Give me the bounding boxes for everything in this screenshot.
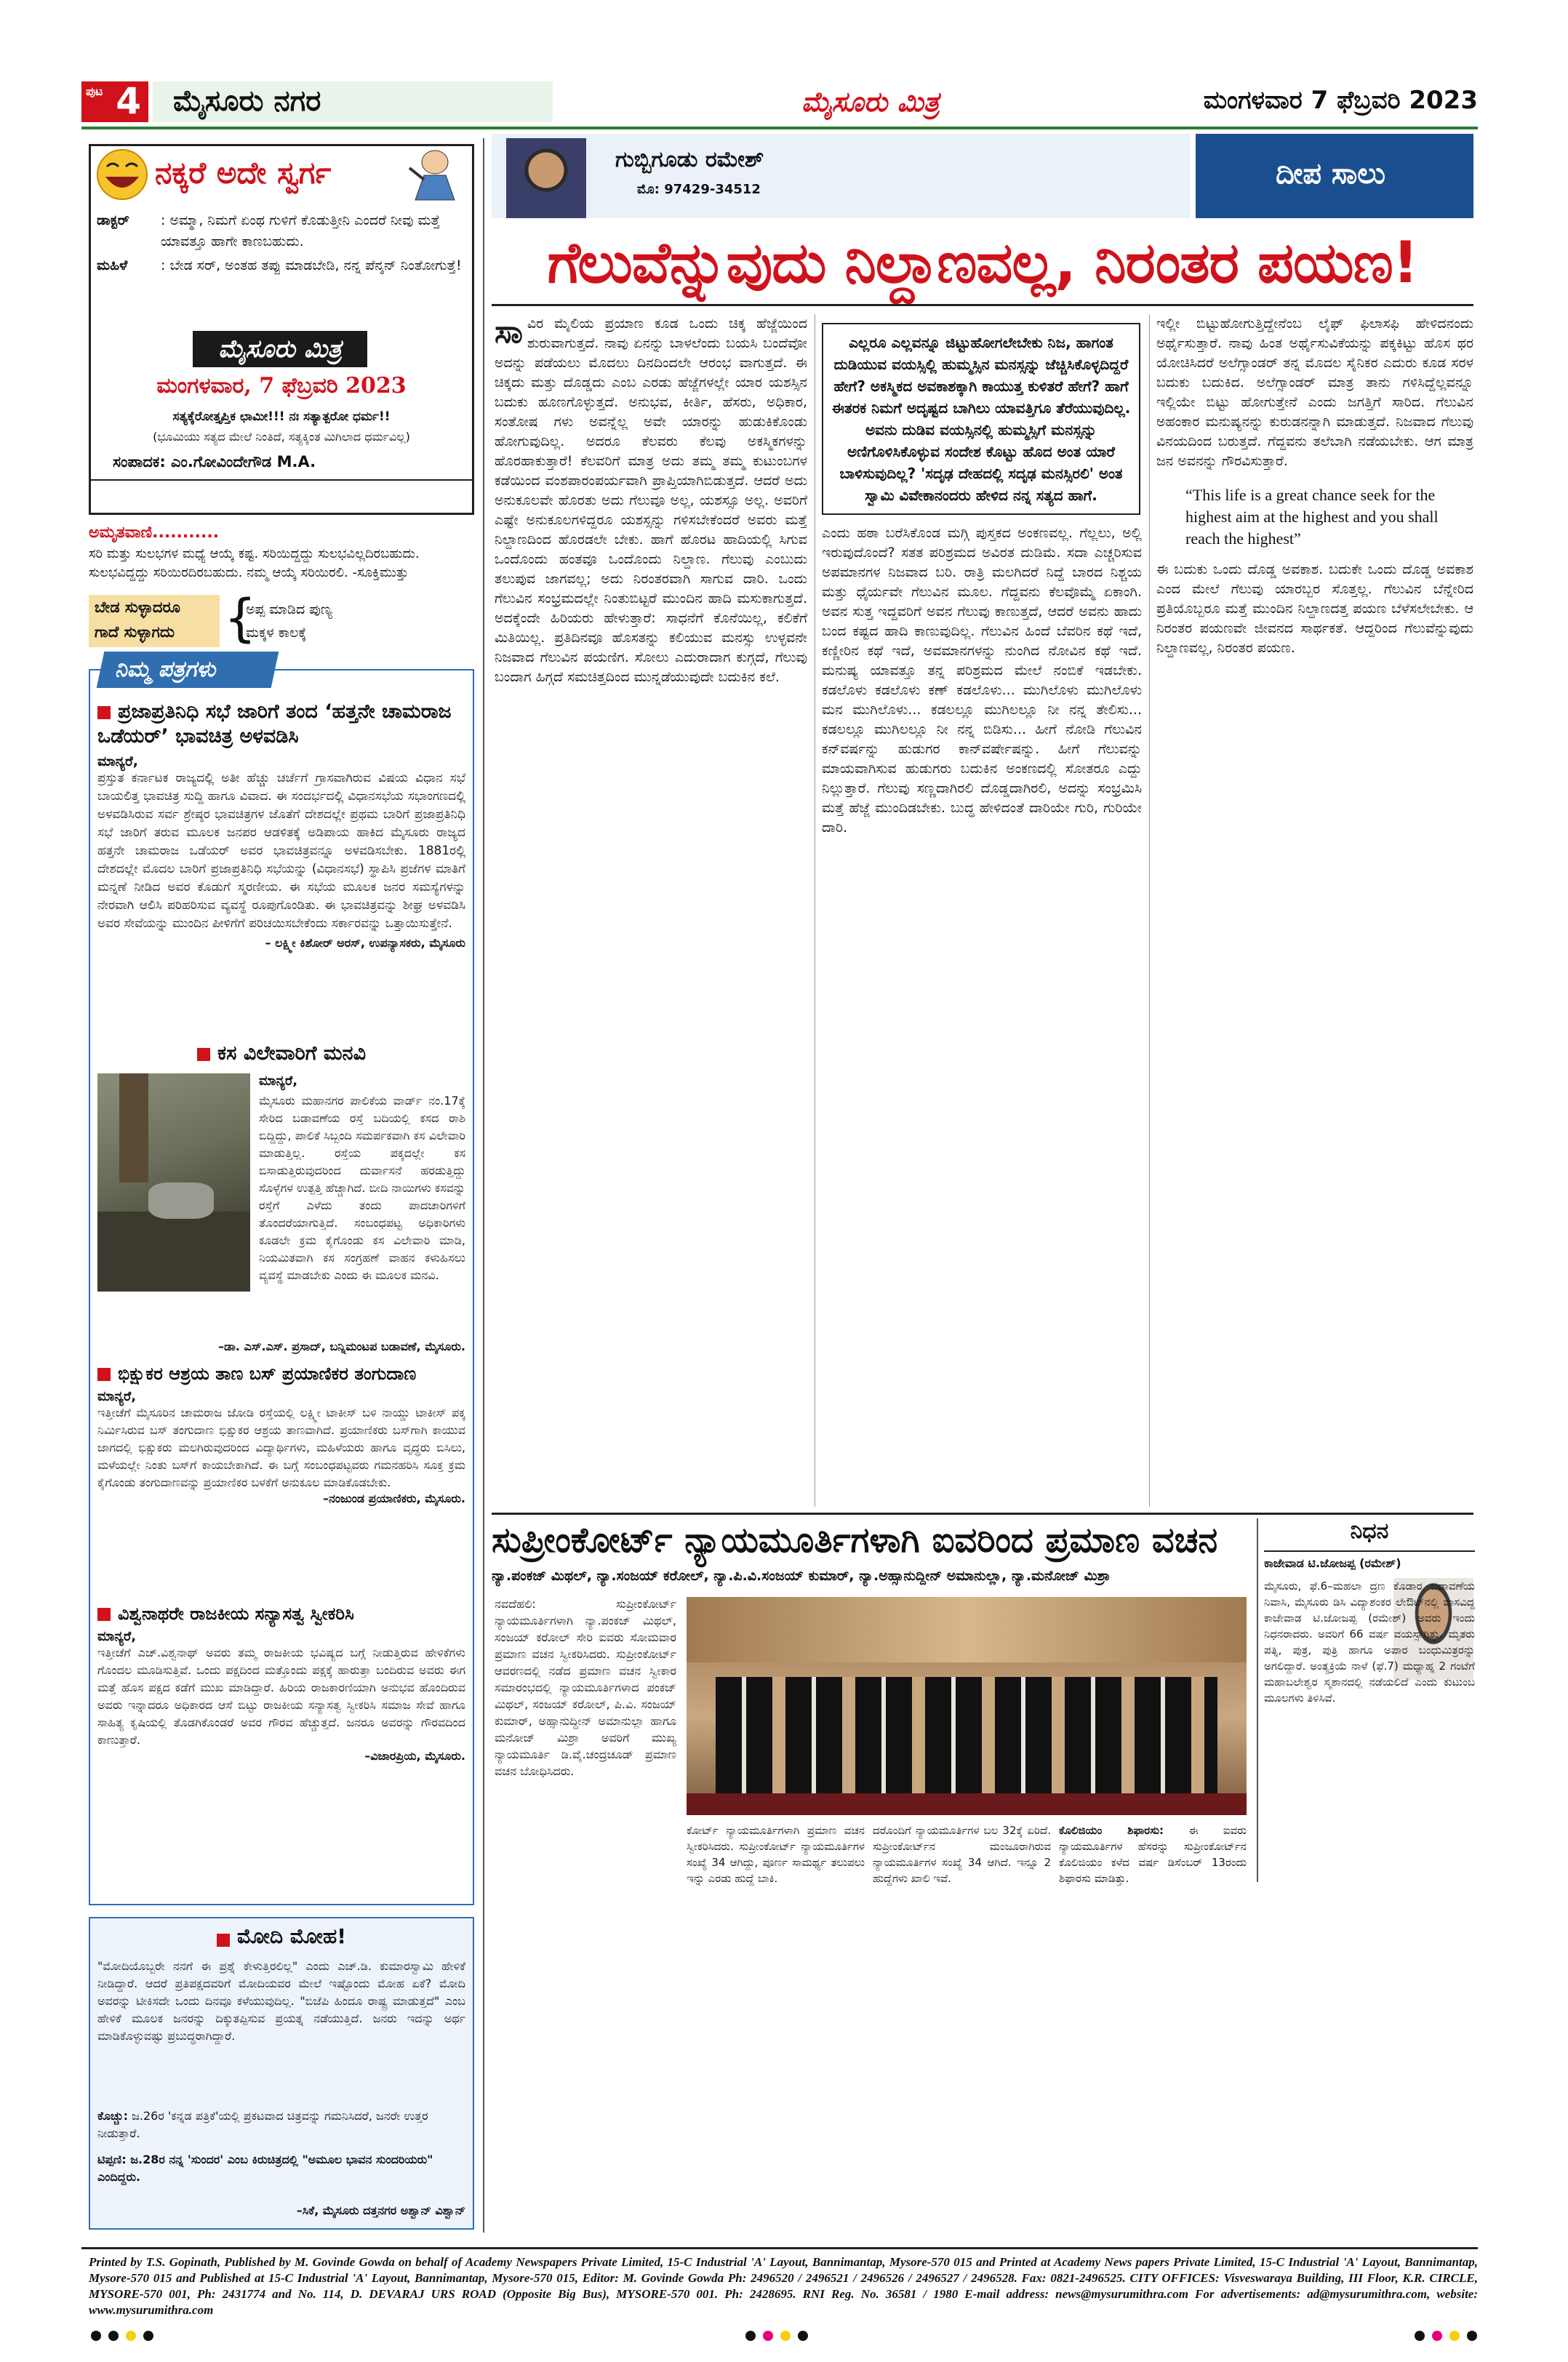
letter-1-signature: – ಲಕ್ಷ್ಮೀ ಕಿಶೋರ್ ಅರಸ್, ಉಪನ್ಯಾಸಕರು, ಮೈಸೂರು	[265, 936, 465, 950]
amruthavani-title: ಅಮೃತವಾಣಿ...........	[89, 524, 220, 542]
garbage-photo	[97, 1073, 250, 1292]
letter-2-title-text: ಕಸ ವಿಲೇವಾರಿಗೆ ಮನವಿ	[217, 1042, 366, 1065]
column-col-3-body-b: ಈ ಬದುಕು ಒಂದು ದೊಡ್ಡ ಅವಕಾಶ. ಬದುಕೇ ಒಂದು ದೊಡ್ಡ ಅವಕಾಶ ಎಂದ ಮೇಲೆ ಗೆಲುವು ಯಾರಬ್ಬರ ಸೊತ್ತಲ್ಲ. ಗೆಲುವಿನ ಬೆನ್ನೇರಿದ ಪ್ರತಿಯೊಬ್ಬರೂ ಮತ್ತೆ ಮುಂದಿನ ನಿಲ್ದಾಣದತ್ತ ಪಯಣ ಬೆಳೆಸಲೇಬೇಕು. ಆ ನಿರಂತರ ಪಯಣವೇ ಜೀವನದ ಸಾರ್ಥಕತೆ. ಆದ್ದರಿಂದ ಗೆಲುವೆನ್ನುವುದು ನಿಲ್ದಾಣವಲ್ಲ, ನಿರಂತರ ಪಯಣ.	[1156, 561, 1473, 656]
column-col-1	[495, 314, 807, 1507]
modi-title-text: ಮೋದಿ ಮೋಹ!	[236, 1924, 347, 1948]
doctor-line: : ಅಮ್ಮಾ, ನಿಮಗೆ ಏಂಥ ಗುಳಿಗೆ ಕೊಡುತ್ತೀನಿ ಎಂದರೆ ನೀವು ಮತ್ತೆ ಯಾವತ್ತೂ ಹಾಗೇ ಕಾಣಬಹುದು.	[161, 212, 441, 249]
letter-2-salutation: ಮಾನ್ಯರೆ,	[259, 1073, 298, 1089]
laughing-face-icon	[95, 148, 149, 201]
letter-4-title-text: ವಿಶ್ವನಾಥರೇ ರಾಜಕೀಯ ಸನ್ಯಾಸತ್ವ ಸ್ವೀಕರಿಸಿ	[118, 1604, 354, 1624]
page-date: ಮಂಗಳವಾರ 7 ಫೆಬ್ರವರಿ 2023	[1203, 86, 1478, 115]
pull-quote-box	[822, 323, 1140, 515]
col-divider-2	[1149, 314, 1150, 1507]
sc-caption-c-label: ಕೊಲಿಜಿಯಂ ಶಿಫಾರಸು:	[1059, 1824, 1164, 1837]
info-date: ಮಂಗಳವಾರ, 7 ಫೆಬ್ರವರಿ 2023	[156, 373, 407, 399]
woman-label: ಮಹಿಳೆ	[97, 257, 128, 273]
letter-2-title	[97, 1041, 465, 1066]
info-masthead	[193, 331, 367, 367]
letter-3-signature: –ನಂಜುಂಡ ಪ್ರಯಾಣಿಕರು, ಮೈಸೂರು.	[322, 1492, 465, 1505]
proverb-right-2: ಮಕ್ಕಳ ಕಾಲಕ್ಕೆ	[246, 625, 307, 641]
woman-line: : ಬೇಡ ಸರ್, ಅಂತಹ ತಪ್ಪು ಮಾಡಬೇಡಿ, ನನ್ನ ಪೆನ್ಶನ್ ನಿಂತೋಗುತ್ತೆ!	[161, 257, 462, 273]
sc-left-text: ನವದೆಹಲಿ: ಸುಪ್ರೀಂಕೋರ್ಟ್ ನ್ಯಾಯಮೂರ್ತಿಗಳಾಗಿ ನ್ಯಾ.ಪಂಕಜ್ ಮಿಥಲ್, ಸಂಜಯ್ ಕರೋಲ್ ಸೇರಿ ಐವರು ಸೋಮವಾರ ಪ್ರಮಾಣ ವಚನ ಸ್ವೀಕರಿಸಿದರು. ಸುಪ್ರೀಂಕೋರ್ಟ್ ಆವರಣದಲ್ಲಿ ನಡೆದ ಪ್ರಮಾಣ ವಚನ ಸ್ವೀಕಾರ ಸಮಾರಂಭದಲ್ಲಿ ನ್ಯಾಯಮೂರ್ತಿಗಳಾದ ಪಂಕಜ್ ಮಿಥಲ್, ಸಂಜಯ್ ಕರೋಲ್, ಪಿ.ವಿ. ಸಂಜಯ್ ಕುಮಾರ್, ಅಹ್ಸಾನುದ್ದೀನ್ ಅಮಾನುಲ್ಲಾ ಹಾಗೂ ಮನೋಜ್ ಮಿಶ್ರಾ ಅವರಿಗೆ ಮುಖ್ಯ ನ್ಯಾಯಮೂರ್ತಿ ಡಿ.ವೈ.ಚಂದ್ರಚೂಡ್ ಪ್ರಮಾಣ ವಚನ ಬೋಧಿಸಿದರು.	[495, 1597, 676, 1778]
column-col-1-body: ವಿರ ಮೈಲಿಯ ಪ್ರಯಾಣ ಕೂಡ ಒಂದು ಚಿಕ್ಕ ಹೆಜ್ಜೆಯಿಂದ ಶುರುವಾಗುತ್ತದೆ. ನಾವು ಏನನ್ನು ಬಾಳಲೆಂದು ಬಯಸಿ ಬಂದೆವೋ ಅದನ್ನು ಪಡೆಯಲು ಮೊದಲು ದಿನದಿಂದಲೇ ಆರಂಭ ವಾಗುತ್ತದೆ. ಈ ಚಿಕ್ಕದು ಮತ್ತು ದೊಡ್ಡದು ಎಂಬ ಎರಡು ಹೆಜ್ಜೆಗಳಲ್ಲೇ ಯಾರ ಯಶಸ್ಸಿನ ಬದುಕು ಹೂಣಗೊಳ್ಳುತ್ತದೆ. ಅನುಭವ, ಕೀರ್ತಿ, ಹೆಸರು, ಅಧಿಕಾರ, ಸಂತೋಷ ಗಳು ಅವನ್ನೆಲ್ಲ ಅವೇ ಯಾರನ್ನು ಹುಡುಕಿಕೊಂಡು ಹೋಗುವುದಿಲ್ಲ. ಅದರೂ ಕೆಲವರು ಕೆಲವು ಅಕಸ್ಮಿಕಗಳನ್ನು ಹೊರಹಾಕುತ್ತಾರೆ! ಕೆಲವರಿಗೆ ಮಾತ್ರ ಅದು ತಮ್ಮ ತಮ್ಮ ಕುಟುಂಬಗಳ ಕಡೆಯಿಂದ ವಂಶಪಾರಂಪರ್ಯವಾಗಿ ಪ್ರಾಪ್ತಿಯಾಗಿಬಿಡುತ್ತದೆ. ಆದರೆ ಅದು ಅನುಕೂಲವೇ ಹೊರತು ಅದು ಗೆಲುವೂ ಅಲ್ಲ, ಯಶಸ್ಸೂ ಅಲ್ಲ. ಅವರಿಗೆ ಎಷ್ಟೇ ಅನುಕೂಲಗಳಿದ್ದರೂ ಯಶಸ್ಸನ್ನು ಗಳಿಸಬೇಕೆಂದರೆ ಅವರು ಮತ್ತೆ ನಿಲ್ದಾಣದಿಂದ ಹೊರಡಲೇ ಬೇಕು. ಹಾಗೆ ಹೊರಟ ಹಾದಿಯಲ್ಲಿ ಸಿಗುವ ಒಂದೊಂದು ಹಂತವೂ ಒಂದೊಂದು ನಿಲ್ದಾಣ. ಗೆಲುವು ಎಂಬುದು ತಲುಪುವ ಜಾಗವಲ್ಲ; ಅದು ನಿರಂತರವಾಗಿ ಸಾಗುವ ದಾರಿ. ಒಂದು ಗೆಲುವಿನ ಸಂಭ್ರಮದಲ್ಲೇ ನಿಂತುಬಿಟ್ಟರೆ ಮುಂದಿನ ಹಾದಿ ಮಸುಕಾಗುತ್ತದೆ. ಅದಕ್ಕೆಂದೇ ಹಿರಿಯರು ಹೇಳುತ್ತಾರೆ: ಸಾಧನೆಗೆ ಕೊನೆಯಿಲ್ಲ, ಕಲಿಕೆಗೆ ಮಿತಿಯಿಲ್ಲ. ಪ್ರತಿದಿನವೂ ಹೊಸತನ್ನು ಕಲಿಯುವ ಮನಸ್ಸು ಉಳ್ಳವನೇ ನಿಜವಾದ ಗೆಲುವಿನ ಪಯಣಿಗ. ಸೋಲು ಎದುರಾದಾಗ ಕುಗ್ಗದೆ, ಗೆಲುವು ಬಂದಾಗ ಹಿಗ್ಗದೆ ಸಮಚಿತ್ತದಿಂದ ಮುನ್ನಡೆಯುವುದೇ ಬದುಕಿನ ಕಲೆ.	[495, 316, 807, 685]
sc-headline: ಸುಪ್ರೀಂಕೋರ್ಟ್ ನ್ಯಾಯಮೂರ್ತಿಗಳಾಗಿ ಐವರಿಂದ ಪ್ರಮಾಣ ವಚನ	[492, 1520, 1218, 1561]
reg-dot-icon	[798, 2331, 808, 2341]
doctor-label: ಡಾಕ್ಟರ್	[97, 212, 129, 228]
reg-dot-icon	[126, 2331, 136, 2341]
brace-icon: {	[224, 588, 257, 648]
letter-1-body: ಪ್ರಸ್ತುತ ಕರ್ನಾಟಕ ರಾಜ್ಯದಲ್ಲಿ ಅತೀ ಹೆಚ್ಚು ಚರ್ಚೆಗೆ ಗ್ರಾಸವಾಗಿರುವ ವಿಷಯ ವಿಧಾನ ಸಭೆ ಬಾಯಲಿತ್ತ ಭಾವಚಿತ್ರ ಸುದ್ದಿ ಹಾಗೂ ವಿವಾದ. ಈ ಸಂದರ್ಭದಲ್ಲಿ ವಿಧಾನಸಭೆಯ ಸಭಾಂಗಣದಲ್ಲಿ ಅಳವಡಿಸಿರುವ ಸರ್ವ ಶ್ರೇಷ್ಠರ ಭಾವಚಿತ್ರಗಳ ಜೊತೆಗೆ ದೇಶದಲ್ಲೇ ಪ್ರಥಮ ಬಾರಿಗೆ ಪ್ರಜಾಪ್ರತಿನಿಧಿ ಸಭೆ ಜಾರಿಗೆ ತರುವ ಮೂಲಕ ಜನಪರ ಆಡಳಿತಕ್ಕೆ ಅಡಿಪಾಯ ಹಾಕಿದ ಮೈಸೂರು ರಾಜ್ಯದ ಹತ್ತನೇ ಚಾಮರಾಜ ಒಡೆಯರ್ ಅವರ ಭಾವಚಿತ್ರವನ್ನೂ ಅಳವಡಿಸಬೇಕು. 1881ರಲ್ಲಿ ದೇಶದಲ್ಲೇ ಮೊದಲ ಬಾರಿಗೆ ಪ್ರಜಾಪ್ರತಿನಿಧಿ ಸಭೆಯನ್ನು (ವಿಧಾನಸಭೆ) ಸ್ಥಾಪಿಸಿ ಪ್ರಜೆಗಳ ಮಾತಿಗೆ ಮನ್ನಣೆ ನೀಡಿದ ಅವರ ಕೊಡುಗೆ ಸ್ಮರಣೀಯ. ಈ ಸಭೆಯ ಮೂಲಕ ಜನರ ಸಮಸ್ಯೆಗಳನ್ನು ನೇರವಾಗಿ ಆಲಿಸಿ ಪರಿಹರಿಸುವ ವ್ಯವಸ್ಥೆ ರೂಪುಗೊಂಡಿತು. ಈ ಭಾವಚಿತ್ರವನ್ನು ಶೀಘ್ರ ಅಳವಡಿಸಿ ಅವರ ಸೇವೆಯನ್ನು ಮುಂದಿನ ಪೀಳಿಗೆಗೆ ಪರಿಚಯಿಸಬೇಕೆಂದು ಸರ್ಕಾರವನ್ನು ಒತ್ತಾಯಿಸುತ್ತೇನೆ.	[97, 771, 465, 931]
bullet-square-icon	[97, 1608, 111, 1621]
humor-title-bar	[91, 146, 472, 204]
letter-1-salutation: ಮಾನ್ಯರೆ,	[97, 753, 138, 769]
letter-4-title	[97, 1601, 465, 1626]
reg-dot-icon	[1467, 2331, 1477, 2341]
english-quote: “This life is a great chance seek for the highest aim at the highest and you shall reach the highest”	[1185, 486, 1439, 548]
modi-note-text: ಜ.28ರ ನನ್ನ 'ಸುಂದರ' ಎಂಬ ಕಿರುಚಿತ್ರದಲ್ಲಿ "ಅಮೂಲ ಭಾವನ ಸುಂದರಿಯರು" ಎಂದಿದ್ದರು.	[97, 2153, 433, 2184]
reg-dot-icon	[745, 2331, 756, 2341]
proverb-text	[246, 598, 332, 644]
author-photo	[506, 138, 586, 218]
column-col-1-text	[495, 314, 807, 687]
page-label: ಪುಟ	[86, 84, 103, 98]
proverb-left-1: ಬೇಡ ಸುಳ್ಳಾದರೂ	[95, 598, 180, 616]
column-col-3-body: ಇಲ್ಲೀ ಬಿಟ್ಟುಹೋಗುತ್ತಿದ್ದೇನೆಂಬ ಲೈಫ್ ಫಿಲಾಸಫಿ ಹೇಳಿದನಂದು ಅರ್ಥೈಸುತ್ತಾರೆ. ನಾವು ಹಿಂತ ಅರ್ಥೈಸುವಿಕೆಯನ್ನು ಪಕ್ಕಕಿಟ್ಟು ಹೊಸ ಥರ ಯೋಚಿಸಿದರೆ ಅಲೆಗ್ಸಾಂಡರ್ ತನ್ನ ಮೊದಲ ಸೈನಿಕರ ಎದುರು ಕೂಡ ಸರಳ ಬದುಕು ಬದುಕಿದ. ಅಲೆಗ್ಸಾಂಡರ್ ಮಾತ್ರ ತಾನು ಗಳಿಸಿದ್ದೆಲ್ಲವನ್ನೂ ಇಲ್ಲಿಯೇ ಬಿಟ್ಟು ಹೋಗುತ್ತೇನೆ ಎಂದು ಜಗತ್ತಿಗೆ ಸಾರಿದ. ಗೆಲುವಿನ ಅಹಂಕಾರ ಮನುಷ್ಯನನ್ನು ಕುರುಡನನ್ನಾಗಿ ಮಾಡುತ್ತದೆ. ನಿಜವಾದ ಗೆಲುವು ವಿನಯದಿಂದ ಬರುತ್ತದೆ. ಗೆದ್ದವನು ತಲೆಬಾಗಿ ನಡೆಯಬೇಕು. ಆಗ ಮಾತ್ರ ಜನ ಅವನನ್ನು ಗೌರವಿಸುತ್ತಾರೆ.	[1156, 316, 1473, 469]
column-col-3	[1156, 314, 1473, 1507]
footer-top-rule	[81, 2247, 1478, 2249]
page-header	[81, 81, 1478, 125]
letter-4-body: ಇತ್ತೀಚೆಗೆ ಎಚ್.ವಿಶ್ವನಾಥ್ ಅವರು ತಮ್ಮ ರಾಜಕೀಯ ಭವಿಷ್ಯದ ಬಗ್ಗೆ ನೀಡುತ್ತಿರುವ ಹೇಳಿಕೆಗಳು ಗೊಂದಲ ಮೂಡಿಸುತ್ತಿವೆ. ಒಂದು ಪಕ್ಷದಿಂದ ಮತ್ತೊಂದು ಪಕ್ಷಕ್ಕೆ ಹಾರುತ್ತಾ ಬಂದಿರುವ ಅವರು ಈಗ ಮತ್ತೆ ಹೊಸ ಪಕ್ಷದ ಕಡೆಗೆ ಮುಖ ಮಾಡಿದ್ದಾರೆ. ಹಿರಿಯ ರಾಜಕಾರಣಿಯಾಗಿ ಅನುಭವ ಹೊಂದಿರುವ ಅವರು ಇನ್ನಾದರೂ ಅಧಿಕಾರದ ಆಸೆ ಬಿಟ್ಟು ರಾಜಕೀಯ ಸನ್ಯಾಸತ್ವ ಸ್ವೀಕರಿಸಿ ಸಮಾಜ ಸೇವೆ ಹಾಗೂ ಸಾಹಿತ್ಯ ಕೃಷಿಯಲ್ಲಿ ತೊಡಗಿಕೊಂಡರೆ ಅವರ ಗೌರವ ಹೆಚ್ಚುತ್ತದೆ. ಜನರೂ ಅವರನ್ನು ಗೌರವದಿಂದ ಕಾಣುತ್ತಾರೆ.	[97, 1646, 465, 1747]
modi-kochu	[97, 2107, 465, 2142]
bullet-square-icon	[197, 1048, 210, 1061]
humor-box	[89, 144, 474, 515]
reg-dot-icon	[763, 2331, 773, 2341]
column-col-2-body: ಎಂದು ಹಠಾ ಬರೆಸಿಕೊಂಡ ಮಗ್ಗಿ ಪುಸ್ತಕದ ಅಂಕಣವಲ್ಲ. ಗೆಲ್ಲಲು, ಅಲ್ಲಿ ಇರುವುದೊಂದೆ? ಸತತ ಪರಿಶ್ರಮದ ಅವಿರತ ದುಡಿಮೆ. ಸದಾ ಎಚ್ಚರಿಸುವ ಅಪಮಾನಗಳ ನಿಜವಾದ ಬರಿ. ರಾತ್ರಿ ಮಲಗಿದರೆ ನಿದ್ದೆ ಬಾರದ ನಿಶ್ಚಯ ಮತ್ತು ಧೈರ್ಯವೇ ಗೆಲುವಿನ ಮೂಲ. ಗೆದ್ದವನು ಕೆಲವೊಮ್ಮೆ ಏಕಾಂಗಿ. ಅವನ ಸುತ್ತ ಇದ್ದವರಿಗೆ ಅವನ ಗೆಲುವು ಕಾಣುತ್ತದೆ, ಆದರೆ ಅವನು ಹಾದು ಬಂದ ಕಷ್ಟದ ಹಾದಿ ಕಾಣುವುದಿಲ್ಲ. ಗೆಲುವಿನ ಹಿಂದೆ ಬೆವರಿನ ಕಥೆ ಇದೆ, ಕಣ್ಣೀರಿನ ಕಥೆ ಇದೆ, ಅವಮಾನಗಳನ್ನು ನುಂಗಿದ ನೋವಿನ ಕಥೆ ಇದೆ. ಮನುಷ್ಯ ಯಾವತ್ತೂ ತನ್ನ ಪರಿಶ್ರಮದ ಮೇಲೆ ನಂಬಿಕೆ ಇಡಬೇಕು. ಕಡಲೊಳು ಕಡಲೊಳು ಕಣ್ ಕಡಲೊಳು... ಮುಗಿಲೊಳು ಮುಗಿಲೊಳು ಮನ ಮುಗಿಲೊಳು... ಕಡಲಲ್ಲೂ ಮುಗಿಲಲ್ಲೂ ನೀ ನನ್ನ ತೇಲಿಸು... ಕಡಲಲ್ಲೂ ಮುಗಿಲಲ್ಲೂ ನೀ ನನ್ನ ಬಿಡಿಸು... ಹೀಗೆ ನೋಡಿ ಗೆಲುವಿನ ಕನ್‌ವರ್ಷನ್ನು ಹುಡುಗರ ಕಾನ್‌ವರ್ಷೇಷನ್ನು. ಹೀಗೆ ಗೆಲುವನ್ನು ಮಾಯವಾಗಿಸುವ ಹುಡುಗರು ಬದುಕಿನ ಅಂಕಣದಲ್ಲಿ ಸೋತರೂ ಎದ್ದು ನಿಲ್ಲುತ್ತಾರೆ. ಗೆಲುವು ಸಣ್ಣದಾಗಿರಲಿ ದೊಡ್ಡದಾಗಿರಲಿ, ಅದನ್ನು ಸಂಭ್ರಮಿಸಿ ಮತ್ತೆ ಹೆಜ್ಜೆ ಮುಂದಿಡಬೇಕು. ಬುದ್ಧ ಹೇಳಿದಂತೆ ದಾರಿಯೇ ಗುರಿ, ಗುರಿಯೇ ದಾರಿ.	[822, 525, 1142, 836]
sc-caption-b: ದರೊಂದಿಗೆ ನ್ಯಾಯಮೂರ್ತಿಗಳ ಬಲ 32ಕ್ಕೆ ಏರಿದೆ. ಸುಪ್ರೀಂಕೋರ್ಟ್‌ನ ಮಂಜೂರಾಗಿರುವ ನ್ಯಾಯಮೂರ್ತಿಗಳ ಸಂಖ್ಯೆ 34 ಆಗಿದೆ. ಇನ್ನೂ 2 ಹುದ್ದೆಗಳು ಖಾಲಿ ಇವೆ.	[873, 1824, 1051, 1885]
proverb-left-2: ಗಾದೆ ಸುಳ್ಳಾಗದು	[95, 623, 175, 641]
modi-signature: –ಸಿಕೆ, ಮೈಸೂರು ದತ್ತನಗರ ಅಶ್ವಾನ್ ವಿಶ್ವಾನ್	[296, 2203, 465, 2217]
info-tagline-2: (ಭೂಮಿಯು ಸತ್ಯದ ಮೇಲೆ ನಿಂತಿದೆ, ಸತ್ಯಕ್ಕಿಂತ ಮಿಗಿಲಾದ ಧರ್ಮವಿಲ್ಲ)	[153, 430, 410, 444]
humor-dialogue	[97, 210, 468, 276]
bullet-square-icon	[97, 1368, 111, 1381]
masthead-small: ಮೈಸೂರು ಮಿತ್ರ	[801, 86, 940, 118]
obit-divider	[1257, 1518, 1258, 1882]
modi-title	[90, 1924, 473, 1949]
info-tagline-1: ಸತ್ಯಕ್ಕೆರೋತ್ತೃಪ್ತಿಕ ಛಾಮೀ!!! ನಃ ಸತ್ಯಾತ್ಪರೋ ಧರ್ಮ!!	[172, 409, 391, 424]
bullet-square-icon	[97, 706, 111, 719]
proverb-box	[89, 588, 474, 649]
info-masthead-text: ಮೈಸೂರು ಮಿತ್ರ	[218, 335, 342, 364]
cartoon-figure-icon	[402, 146, 468, 203]
reg-dot-icon	[1432, 2331, 1442, 2341]
letters-tab-title: ನಿಮ್ಮ ಪತ್ರಗಳು	[115, 657, 216, 682]
letter-2-body: ಮೈಸೂರು ಮಹಾನಗರ ಪಾಲಿಕೆಯ ವಾರ್ಡ್ ನಂ.17ಕ್ಕೆ ಸೇರಿದ ಬಡಾವಣೆಯ ರಸ್ತೆ ಬದಿಯಲ್ಲಿ ಕಸದ ರಾಶಿ ಬಿದ್ದಿದ್ದು, ಪಾಲಿಕೆ ಸಿಬ್ಬಂದಿ ಸಮರ್ಪಕವಾಗಿ ಕಸ ವಿಲೇವಾರಿ ಮಾಡುತ್ತಿಲ್ಲ. ರಸ್ತೆಯ ಪಕ್ಕದಲ್ಲೇ ಕಸ ಬಿಸಾಡುತ್ತಿರುವುದರಿಂದ ದುರ್ವಾಸನೆ ಹರಡುತ್ತಿದ್ದು ಸೊಳ್ಳೆಗಳ ಉತ್ಪತ್ತಿ ಹೆಚ್ಚಾಗಿದೆ. ಬೀದಿ ನಾಯಿಗಳು ಕಸವನ್ನು ರಸ್ತೆಗೆ ಎಳೆದು ತಂದು ಪಾದಚಾರಿಗಳಿಗೆ ತೊಂದರೆಯಾಗುತ್ತಿದೆ. ಸಂಬಂಧಪಟ್ಟ ಅಧಿಕಾರಿಗಳು ಕೂಡಲೇ ಕ್ರಮ ಕೈಗೊಂಡು ಕಸ ವಿಲೇವಾರಿ ಮಾಡಿ, ನಿಯಮಿತವಾಗಿ ಕಸ ಸಂಗ್ರಹಣೆ ವಾಹನ ಕಳುಹಿಸಲು ವ್ಯವಸ್ಥೆ ಮಾಡಬೇಕು ಎಂದು ಈ ಮೂಲಕ ಮನವಿ.	[259, 1094, 465, 1282]
column-name: ದೀಪ ಸಾಲು	[1276, 157, 1385, 191]
modi-kochu-label: ಕೊಚ್ಚು:	[97, 2109, 129, 2123]
dropcap: ಸಾ	[495, 314, 523, 351]
letter-1-title-text: ಪ್ರಜಾಪ್ರತಿನಿಧಿ ಸಭೆ ಜಾರಿಗೆ ತಂದ ‘ಹತ್ತನೇ ಚಾಮರಾಜ ಒಡೆಯರ್’ ಭಾವಚಿತ್ರ ಅಳವಡಿಸಿ	[97, 700, 452, 748]
registration-marks-center	[742, 2330, 812, 2344]
column-bottom-rule	[492, 1513, 1473, 1515]
modi-body: "ಮೋದಿಯೊಬ್ಬರೇ ನನಗೆ ಈ ಪ್ರಶ್ನೆ ಕೇಳುತ್ತಿರಲಿಲ್ಲ" ಎಂದು ಎಚ್.ಡಿ. ಕುಮಾರಸ್ವಾಮಿ ಹೇಳಿಕೆ ನೀಡಿದ್ದಾರೆ. ಆದರೆ ಪ್ರತಿಪಕ್ಷದವರಿಗೆ ಮೋದಿಯವರ ಮೇಲೆ ಇಷ್ಟೊಂದು ಮೋಹ ಏಕೆ? ಮೋದಿ ಅವರನ್ನು ಟೀಕಿಸದೇ ಒಂದು ದಿನವೂ ಕಳೆಯುವುದಿಲ್ಲ. "ಬಿಜೆಪಿ ಹಿಂದೂ ರಾಷ್ಟ್ರ ಮಾಡುತ್ತದೆ" ಎಂಬ ಹೇಳಿಕೆ ಮೂಲಕ ಜನರನ್ನು ದಿಕ್ಕುತಪ್ಪಿಸುವ ಪ್ರಯತ್ನ ನಡೆಯುತ್ತಿದೆ. ಜನರು ಇದನ್ನು ಅರ್ಥ ಮಾಡಿಕೊಳ್ಳುವಷ್ಟು ಪ್ರಬುದ್ಧರಾಗಿದ್ದಾರೆ.	[97, 1959, 465, 2043]
obituary-box	[1264, 1518, 1475, 1882]
page-label-box	[81, 81, 148, 122]
sc-caption-c-text: ಈ ಐವರು ನ್ಯಾಯಮೂರ್ತಿಗಳ ಹೆಸರನ್ನು ಸುಪ್ರೀಂಕೋರ್ಟ್‌ನ ಕೊಲಿಜಿಯಂ ಕಳೆದ ವರ್ಷ ಡಿಸೆಂಬರ್ 13ರಂದು ಶಿಫಾರಸು ಮಾಡಿತ್ತು.	[1059, 1824, 1247, 1885]
reg-dot-icon	[1449, 2331, 1460, 2341]
proverb-right-1: ಅಪ್ಪ ಮಾಡಿದ ಪುಣ್ಯ	[246, 601, 332, 617]
sc-caption-a: ಕೋರ್ಟ್ ನ್ಯಾಯಮೂರ್ತಿಗಳಾಗಿ ಪ್ರಮಾಣ ವಚನ ಸ್ವೀಕರಿಸಿದರು. ಸುಪ್ರೀಂಕೋರ್ಟ್ ನ್ಯಾಯಮೂರ್ತಿಗಳ ಸಂಖ್ಯೆ 34 ಆಗಿದ್ದು, ಪೂರ್ಣ ಸಾಮರ್ಥ್ಯ ತಲುಪಲು ಇನ್ನು ಎರಡು ಹುದ್ದೆ ಬಾಕಿ.	[687, 1824, 865, 1885]
headline-rule	[492, 304, 1473, 306]
author-panel	[492, 134, 1190, 218]
section-title-bar	[153, 81, 553, 122]
letter-3-title-text: ಭಿಕ್ಷುಕರ ಆಶ್ರಯ ತಾಣ ಬಸ್ ಪ್ರಯಾಣಿಕರ ತಂಗುದಾಣ	[118, 1364, 417, 1384]
author-name: ಗುಬ್ಬಿಗೂಡು ರಮೇಶ್	[615, 147, 764, 172]
column-headline: ಗೆಲುವೆನ್ನುವುದು ನಿಲ್ದಾಣವಲ್ಲ, ನಿರಂತರ ಪಯಣ!	[547, 231, 1418, 296]
info-editor: ಸಂಪಾದಕ: ಎಂ.ಗೋವಿಂದೇಗೌಡ M.A.	[113, 453, 316, 471]
reg-dot-icon	[108, 2331, 119, 2341]
amruthavani-box	[89, 524, 474, 589]
amruthavani-text: ಸರಿ ಮತ್ತು ಸುಲಭಗಳ ಮಧ್ಯೆ ಆಯ್ಕೆ ಕಷ್ಟ. ಸರಿಯಿದ್ದದ್ದು ಸುಲಭವಿಲ್ಲದಿರಬಹುದು. ಸುಲಭವಿದ್ದದ್ದು ಸರಿಯಿರದಿರಬಹುದು. ನಮ್ಮ ಆಯ್ಕೆ ಸರಿಯಿರಲಿ. -ಸೂಕ್ತಿಮುತ್ತು	[89, 546, 420, 580]
reg-dot-icon	[1415, 2331, 1425, 2341]
obit-title-rule	[1264, 1550, 1475, 1552]
footer-imprint: Printed by T.S. Gopinath, Published by M. Govinde Gowda on behalf of Academy Newspapers Private Limited, 15-C Industrial 'A' Layout, Bannimantap, Mysore-570 015 and Printed at Academy News papers Private Limited, 15-C Industrial 'A' Layout, Bannimantap, Mysore-570 015 and Published at 15-C Industrial 'A' Layout, Bannimantap, Mysore-570 015, Editor: M. Govinde Gowda Ph: 2496520 / 2496521 / 2496526 / 2496527 / 2496528. Fax: 0821-2496525. CITY OFFICES: Visveswaraya Building, III Floor, K.R. CIRCLE, MYSORE-570 001, Ph: 2431774 and No. 114, D. DEVARAJ URS ROAD (Opposite Big Bus), MYSORE-570 001. Ph: 2428695. RNI Reg. No. 36581 / 1980 E-mail address: news@mysurumithra.com For advertisements: ad@mysurumithra.com, website: www.mysurumithra.com	[89, 2255, 1478, 2317]
letter-4-signature: –ವಿಜಾರಪ್ರಿಯ, ಮೈಸೂರು.	[364, 1749, 465, 1763]
sc-caption-c	[1059, 1822, 1247, 1886]
obituary-name: ಕಾಜೇವಾಡ ಟಿ.ಜೋಜಪ್ಪ (ರಮೇಶ್)	[1264, 1556, 1401, 1570]
column-name-bar	[1196, 134, 1473, 218]
obituary-body: ಮೈಸೂರು, ಫೆ.6–ಮಹಲಾ ದ್ರಣ ಕೊಡಾರ ಬಡಾವಣೆಯ ನಿವಾಸಿ, ಮೈಸೂರು ಡಿಸಿ ವಿದ್ಯಾಶಂಕರ ಲೇಔಟ್‌ನಲ್ಲಿ ವಾಸವಿದ್ದ ಕಾಜೇವಾಡ ಟಿ.ಜೋಜಪ್ಪ (ರಮೇಶ್) ಅವರು ಇಂದು ನಿಧನರಾದರು. ಅವರಿಗೆ 66 ವರ್ಷ ವಯಸ್ಸಾಗಿತ್ತು. ಮೃತರು ಪತ್ನಿ, ಪುತ್ರ, ಪುತ್ರಿ ಹಾಗೂ ಅಪಾರ ಬಂಧುಮಿತ್ರರನ್ನು ಅಗಲಿದ್ದಾರೆ. ಅಂತ್ಯಕ್ರಿಯೆ ನಾಳೆ (ಫೆ.7) ಮಧ್ಯಾಹ್ನ 2 ಗಂಟೆಗೆ ಮಹಾಬಲೇಶ್ವರ ಸ್ಮಶಾನದಲ್ಲಿ ನಡೆಯಲಿದೆ ಎಂದು ಕುಟುಂಬ ಮೂಲಗಳು ತಿಳಿಸಿವೆ.	[1264, 1580, 1475, 1705]
letter-2-signature: –ಡಾ. ಎಸ್.ಎಸ್. ಪ್ರಸಾದ್, ಬನ್ನಿಮಂಟಪ ಬಡಾವಣೆ, ಮೈಸೂರು.	[218, 1340, 465, 1353]
modi-kochu-text: ಜ.26ರ 'ಕನ್ನಡ ಪತ್ರಿಕೆ'ಯಲ್ಲಿ ಪ್ರಕಟವಾದ ಚಿತ್ರವನ್ನು ಗಮನಿಸಿದರೆ, ಜನರೇ ಉತ್ತರ ನೀಡುತ್ತಾರೆ.	[97, 2109, 428, 2140]
letter-3-title	[97, 1361, 465, 1386]
modi-note	[97, 2151, 465, 2186]
letter-1-title	[97, 700, 465, 749]
page-number: 4	[116, 80, 141, 122]
author-phone: ಮೊ: 97429-34512	[637, 182, 761, 197]
reg-dot-icon	[780, 2331, 791, 2341]
letter-4	[97, 1601, 465, 1764]
letter-3-body: ಇತ್ತೀಚೆಗೆ ಮೈಸೂರಿನ ಚಾಮರಾಜ ಜೋಡಿ ರಸ್ತೆಯಲ್ಲಿ ಲಕ್ಷ್ಮೀ ಟಾಕೀಸ್ ಬಳಿ ನಾಯ್ಡು ಟಾಕೀಸ್ ಪಕ್ಕ ನಿರ್ಮಿಸಿರುವ ಬಸ್ ತಂಗುದಾಣ ಭಿಕ್ಷುಕರ ಆಶ್ರಯ ತಾಣವಾಗಿದೆ. ಪ್ರಯಾಣಿಕರು ಬಸ್‌ಗಾಗಿ ಕಾಯುವ ಜಾಗದಲ್ಲಿ ಭಿಕ್ಷುಕರು ಮಲಗಿರುವುದರಿಂದ ವಿದ್ಯಾರ್ಥಿಗಳು, ಮಹಿಳೆಯರು ಹಾಗೂ ವೃದ್ಧರು ಬಿಸಿಲು, ಮಳೆಯಲ್ಲೇ ನಿಂತು ಬಸ್‌ಗೆ ಕಾಯಬೇಕಾಗಿದೆ. ಈ ಬಗ್ಗೆ ಸಂಬಂಧಪಟ್ಟವರು ಗಮನಹರಿಸಿ ಸೂಕ್ತ ಕ್ರಮ ಕೈಗೊಂಡು ತಂಗುದಾಣವನ್ನು ಪ್ರಯಾಣಿಕರ ಬಳಕೆಗೆ ಅನುಕೂಲ ಮಾಡಿಕೊಡಬೇಕು.	[97, 1406, 465, 1489]
letter-3-salutation: ಮಾನ್ಯರೆ,	[97, 1389, 137, 1404]
proverb-label	[89, 595, 220, 647]
reg-dot-icon	[91, 2331, 101, 2341]
humor-title: ನಕ್ಕರೆ ಅದೇ ಸ್ವರ್ಗ	[155, 155, 332, 191]
registration-marks-left	[87, 2330, 157, 2344]
reg-dot-icon	[143, 2331, 153, 2341]
header-rule	[81, 127, 1478, 129]
letter-2	[97, 1041, 465, 1353]
letter-4-salutation: ಮಾನ್ಯರೆ,	[97, 1629, 137, 1644]
modi-note-label: ಟಿಪ್ಪಣಿ:	[97, 2153, 127, 2166]
letter-3	[97, 1361, 465, 1506]
letters-tab	[97, 652, 279, 688]
section-title: ಮೈಸೂರು ನಗರ	[173, 84, 321, 118]
info-divider	[91, 479, 472, 481]
left-column-divider	[483, 138, 484, 2233]
modi-box	[89, 1917, 474, 2230]
column-header	[492, 134, 1473, 221]
registration-marks-right	[1411, 2330, 1481, 2344]
letter-1	[97, 700, 465, 950]
bullet-square-icon	[217, 1934, 230, 1947]
sc-judges-photo	[687, 1597, 1247, 1815]
obituary-title: ನಿಧನ	[1350, 1518, 1389, 1544]
letters-section	[89, 657, 474, 1905]
sc-names: ನ್ಯಾ.ಪಂಕಜ್ ಮಿಥಲ್, ನ್ಯಾ.ಸಂಜಯ್ ಕರೋಲ್, ನ್ಯಾ.ಪಿ.ವಿ.ಸಂಜಯ್ ಕುಮಾರ್, ನ್ಯಾ.ಅಹ್ಸಾನುದ್ದೀನ್ ಅಮಾನುಲ್ಲಾ, ನ್ಯಾ.ಮನೋಜ್ ಮಿಶ್ರಾ	[492, 1568, 1111, 1584]
pull-quote: ಎಲ್ಲರೂ ಎಲ್ಲವನ್ನೂ ಜಿಟ್ಟುಹೋಗಲೇಬೇಕು ನಿಜ, ಹಾಗಂತ ದುಡಿಯುವ ವಯಸ್ಸಿಲ್ಲಿ ಹುಮ್ಮಸ್ಸಿನ ಮನಸ್ಸನ್ನು ಜೆಚ್ಚಿಸಿಕೊಳ್ಳದಿದ್ದರೆ ಹೇಗೆ? ಅಕಸ್ಮಿಕದ ಅವಕಾಶಕ್ಕಾಗಿ ಕಾಯುತ್ತ ಕುಳಿತರೆ ಹೇಗೆ? ಹಾಗೆ ಈತರಕ ನಿಮಗೆ ಅದೃಷ್ಟದ ಬಾಗಿಲು ಯಾವತ್ತಿಗೂ ತೆರೆಯುವುದಿಲ್ಲ. ಅವನು ದುಡಿವ ವಯಸ್ಸಿನಲ್ಲಿ ಹುಮ್ಮಸ್ಸಿಗೆ ಮನಸ್ಸನ್ನು ಅಣಿಗೊಳಿಸಿಕೊಳ್ಳುವ ಸಂದೇಶ ಕೊಟ್ಟು ಹೊದ ಅಂತ ಯಾರೆ ಬಾಳಿಸುವುದಿಲ್ಲ? 'ಸದೃಢ ದೇಹದಲ್ಲಿ ಸದೃಢ ಮನಸ್ಸಿರಲಿ' ಅಂತ ಸ್ವಾಮಿ ವಿವೇಕಾನಂದರು ಹೇಳಿದ ನನ್ನ ಸತ್ಯದ ಹಾಗೆ.	[831, 334, 1131, 504]
column-col-2	[822, 314, 1142, 1507]
